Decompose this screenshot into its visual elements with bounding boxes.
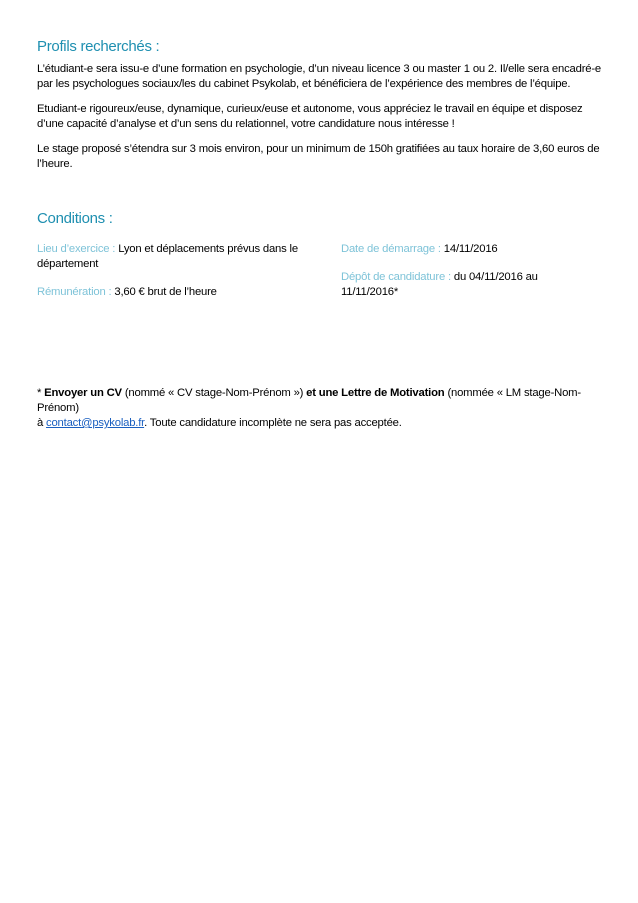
depot-field — [341, 270, 571, 300]
remuneration-label: Rémunération : — [37, 286, 112, 298]
conditions-heading: Conditions : — [37, 210, 113, 227]
depot-value: du 04/11/2016 au 11/11/2016* — [341, 271, 538, 298]
remuneration-value: 3,60 € brut de l’heure — [114, 286, 217, 298]
note-lm-bold: et une Lettre de Motivation — [303, 387, 445, 399]
note-cv-name: (nommé « CV stage-Nom-Prénom ») — [121, 387, 304, 399]
lieu-field — [37, 242, 307, 272]
email-link[interactable]: contact@psykolab.fr — [46, 417, 145, 429]
profils-heading: Profils recherchés : — [37, 38, 160, 55]
demarrage-label: Date de démarrage : — [341, 243, 441, 255]
remuneration-field — [37, 285, 307, 300]
application-note — [37, 386, 612, 431]
lieu-value: Lyon et déplacements prévus dans le département — [37, 243, 298, 270]
profils-paragraph-2: Etudiant-e rigoureux/euse, dynamique, curieux/euse et autonome, vous appréciez le travail en équipe et disposez d’une capacité d’analyse et d’un sens du relationnel, votre candidature nous intéresse ! — [37, 103, 583, 130]
note-star: * — [37, 387, 45, 399]
profils-paragraph-3: Le stage proposé s’étendra sur 3 mois environ, pour un minimum de 150h gratifiées au taux horaire de 3,60 euros de l’heure. — [37, 143, 600, 170]
depot-label: Dépôt de candidature : — [341, 271, 451, 283]
note-tail: . Toute candidature incomplète ne sera pas acceptée. — [144, 417, 402, 429]
note-to: à — [37, 417, 47, 429]
lieu-label: Lieu d’exercice : — [37, 243, 116, 255]
demarrage-field — [341, 242, 581, 257]
note-cv-bold: Envoyer un CV — [44, 387, 122, 399]
profils-paragraph-1: L’étudiant-e sera issu-e d’une formation en psychologie, d’un niveau licence 3 ou master 1 ou 2. Il/elle sera encadré-e par les psychologues sociaux/les du cabinet Psykolab, et bénéficiera de l’expérience des membres de l’équipe. — [37, 63, 601, 90]
note-lm-name: (nommée « LM stage-Nom-Prénom) — [37, 387, 581, 414]
demarrage-value: 14/11/2016 — [443, 243, 498, 255]
